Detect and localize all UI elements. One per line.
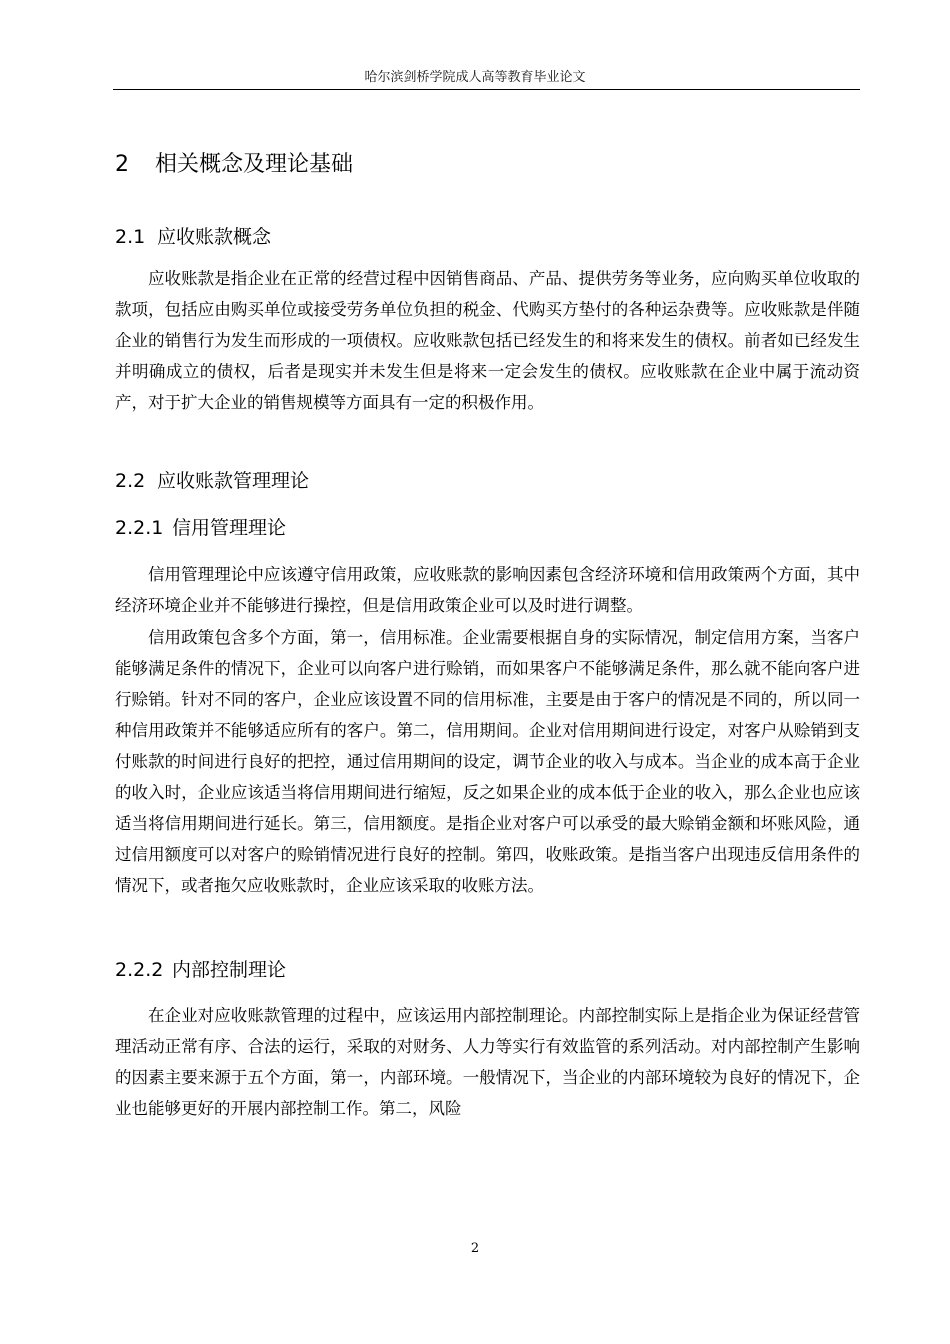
chapter-title: 相关概念及理论基础 xyxy=(155,152,354,177)
paragraph-2-2-1-a: 信用管理理论中应该遵守信用政策，应收账款的影响因素包含经济环境和信用政策两个方面，其中经济环境企业并不能够进行操控，但是信用政策企业可以及时进行调整。 xyxy=(115,565,860,615)
section-title: 应收账款管理理论 xyxy=(157,470,310,492)
chapter-number: 2 xyxy=(115,152,129,177)
section-heading-2-1 xyxy=(115,223,271,251)
header-divider xyxy=(113,89,860,90)
subsection-heading-2-2-2 xyxy=(115,956,286,984)
running-header: 哈尔滨剑桥学院成人高等教育毕业论文 xyxy=(364,70,586,85)
subsection-number: 2.2.2 xyxy=(115,959,164,981)
subsection-heading-2-2-1 xyxy=(115,514,286,542)
subsection-title: 内部控制理论 xyxy=(172,959,287,981)
section-title: 应收账款概念 xyxy=(157,226,272,248)
section-number: 2.2 xyxy=(115,470,146,492)
section-heading-2-2 xyxy=(115,467,309,495)
page-number: 2 xyxy=(470,1241,480,1256)
paragraph-2-2-2: 在企业对应收账款管理的过程中，应该运用内部控制理论。内部控制实际上是指企业为保证经营管理活动正常有序、合法的运行，采取的对财务、人力等实行有效监管的系列活动。对内部控制产生影响的因素主要来源于五个方面，第一，内部环境。一般情况下，当企业的内部环境较为良好的情况下，企业也能够更好的开展内部控制工作。第二，风险 xyxy=(115,1006,860,1118)
chapter-heading xyxy=(115,149,353,181)
paragraph-2-2-1-b: 信用政策包含多个方面，第一，信用标准。企业需要根据自身的实际情况，制定信用方案，当客户能够满足条件的情况下，企业可以向客户进行赊销，而如果客户不能够满足条件，那么就不能向客户进行赊销。针对不同的客户，企业应该设置不同的信用标准，主要是由于客户的情况是不同的，所以同一种信用政策并不能够适应所有的客户。第二，信用期间。企业对信用期间进行设定，对客户从赊销到支付账款的时间进行良好的把控，通过信用期间的设定，调节企业的收入与成本。当企业的成本高于企业的收入时，企业应该适当将信用期间进行缩短，反之如果企业的成本低于企业的收入，那么企业也应该适当将信用期间进行延长。第三，信用额度。是指企业对客户可以承受的最大赊销金额和坏账风险，通过信用额度可以对客户的赊销情况进行良好的控制。第四，收账政策。是指当客户出现违反信用条件的情况下，或者拖欠应收账款时，企业应该采取的收账方法。 xyxy=(115,628,860,895)
subsection-title: 信用管理理论 xyxy=(172,517,287,539)
subsection-number: 2.2.1 xyxy=(115,517,164,539)
section-number: 2.1 xyxy=(115,226,146,248)
paragraph-2-1: 应收账款是指企业在正常的经营过程中因销售商品、产品、提供劳务等业务，应向购买单位收取的款项，包括应由购买单位或接受劳务单位负担的税金、代购买方垫付的各种运杂费等。应收账款是伴随企业的销售行为发生而形成的一项债权。应收账款包括已经发生的和将来发生的债权。前者如已经发生并明确成立的债权，后者是现实并未发生但是将来一定会发生的债权。应收账款在企业中属于流动资产，对于扩大企业的销售规模等方面具有一定的积极作用。 xyxy=(115,269,860,412)
